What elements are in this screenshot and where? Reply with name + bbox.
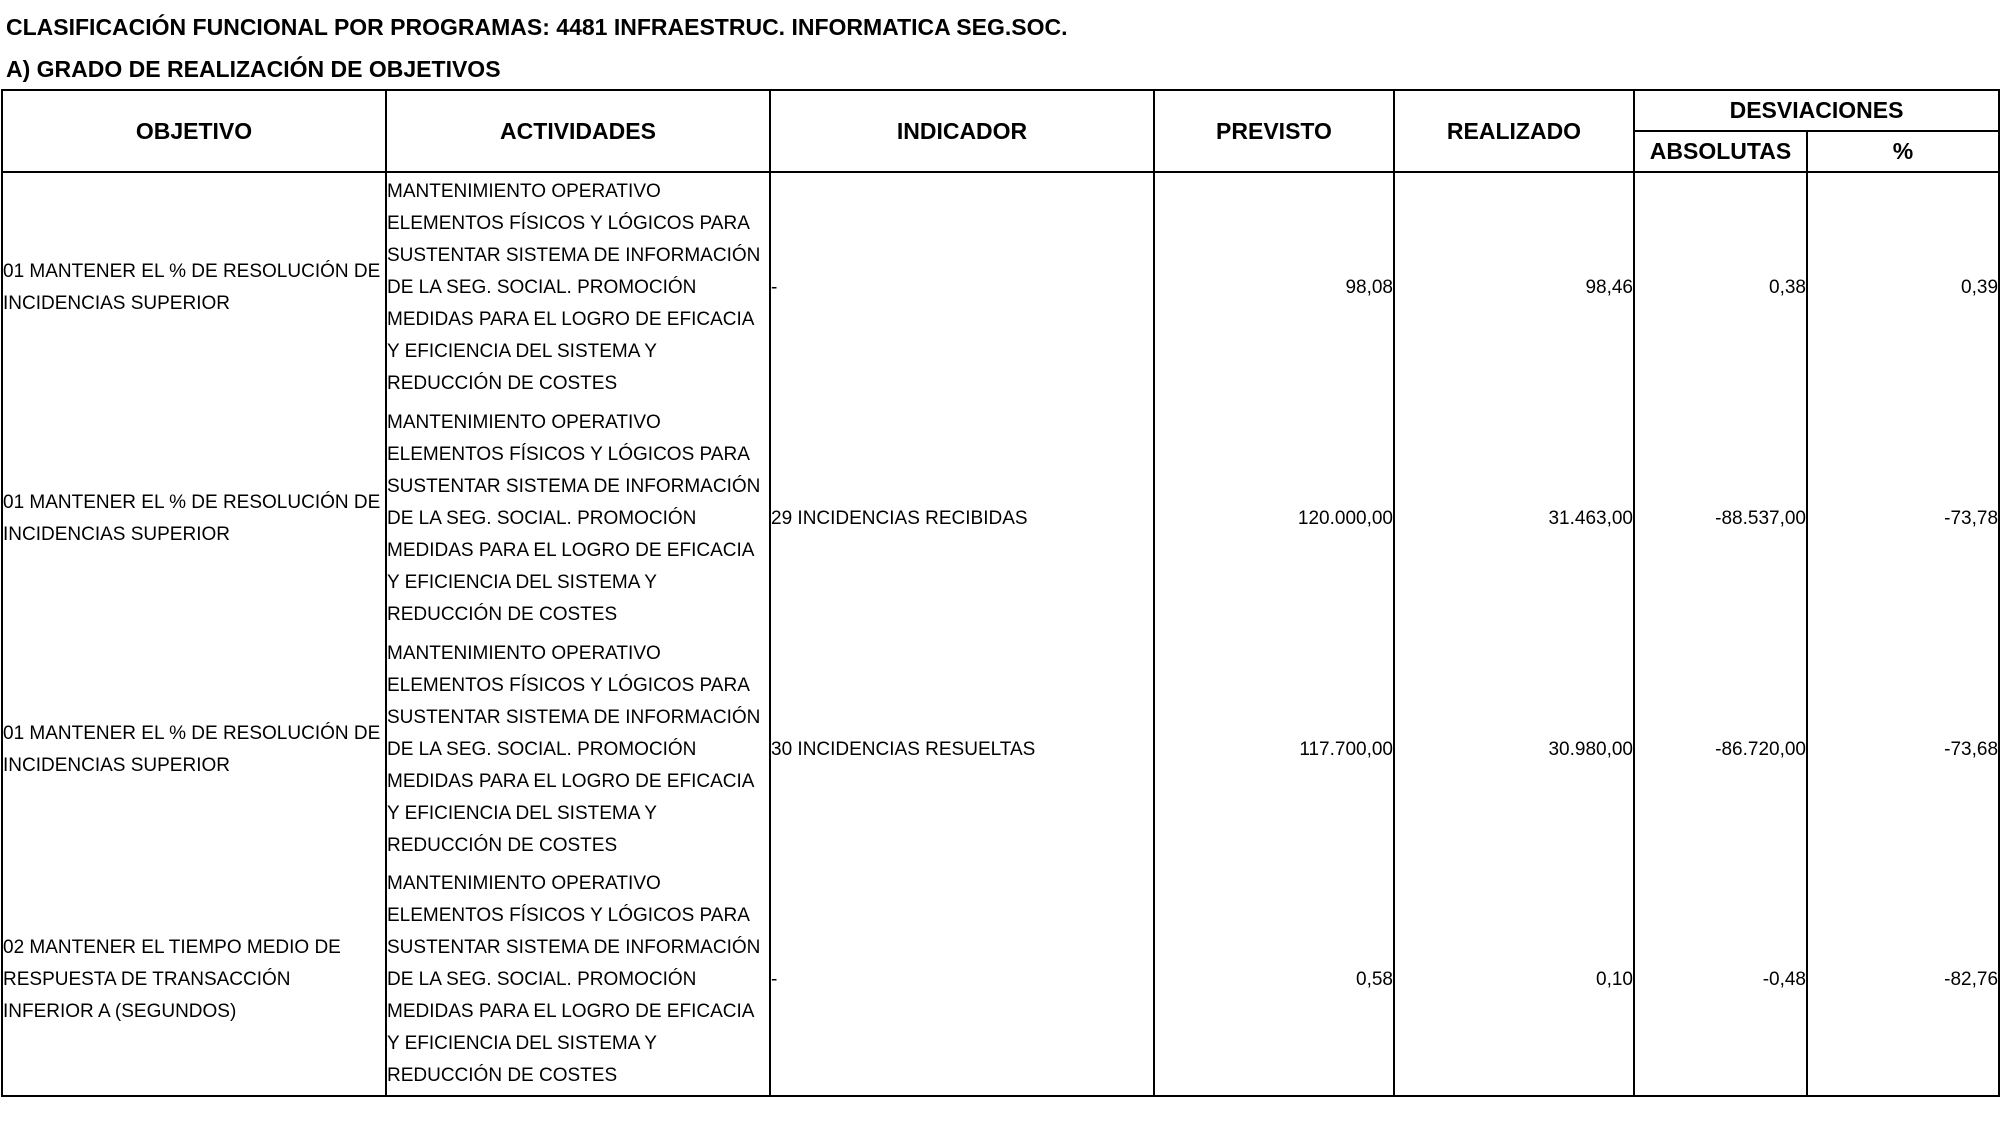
cell-porcentaje: -82,76 — [1807, 865, 1999, 1096]
section-subtitle: A) GRADO DE REALIZACIÓN DE OBJETIVOS — [6, 56, 501, 82]
table-row — [2, 634, 1999, 865]
col-header-objetivo: OBJETIVO — [2, 90, 386, 172]
cell-objetivo: 01 MANTENER EL % DE RESOLUCIÓN DE INCIDENCIAS SUPERIOR — [2, 172, 386, 403]
cell-actividades: MANTENIMIENTO OPERATIVO ELEMENTOS FÍSICOS Y LÓGICOS PARA SUSTENTAR SISTEMA DE INFORMACIÓN DE LA SEG. SOCIAL. PROMOCIÓN MEDIDAS PARA EL LOGRO DE EFICACIA Y EFICIENCIA DEL SISTEMA Y REDUCCIÓN DE COSTES — [386, 172, 770, 403]
col-header-desviaciones: DESVIACIONES — [1634, 90, 1999, 131]
col-header-porcentaje: % — [1807, 131, 1999, 172]
cell-previsto: 117.700,00 — [1154, 634, 1394, 865]
col-header-actividades: ACTIVIDADES — [386, 90, 770, 172]
cell-porcentaje: -73,68 — [1807, 634, 1999, 865]
table-row — [2, 403, 1999, 634]
cell-previsto: 120.000,00 — [1154, 403, 1394, 634]
cell-absolutas: 0,38 — [1634, 172, 1807, 403]
cell-indicador: 30 INCIDENCIAS RESUELTAS — [770, 634, 1154, 865]
cell-objetivo: 01 MANTENER EL % DE RESOLUCIÓN DE INCIDENCIAS SUPERIOR — [2, 634, 386, 865]
cell-indicador: 29 INCIDENCIAS RECIBIDAS — [770, 403, 1154, 634]
cell-realizado: 0,10 — [1394, 865, 1634, 1096]
cell-actividades: MANTENIMIENTO OPERATIVO ELEMENTOS FÍSICOS Y LÓGICOS PARA SUSTENTAR SISTEMA DE INFORMACIÓN DE LA SEG. SOCIAL. PROMOCIÓN MEDIDAS PARA EL LOGRO DE EFICACIA Y EFICIENCIA DEL SISTEMA Y REDUCCIÓN DE COSTES — [386, 403, 770, 634]
cell-actividades: MANTENIMIENTO OPERATIVO ELEMENTOS FÍSICOS Y LÓGICOS PARA SUSTENTAR SISTEMA DE INFORMACIÓN DE LA SEG. SOCIAL. PROMOCIÓN MEDIDAS PARA EL LOGRO DE EFICACIA Y EFICIENCIA DEL SISTEMA Y REDUCCIÓN DE COSTES — [386, 865, 770, 1096]
table-header — [2, 90, 1999, 172]
table-row — [2, 172, 1999, 403]
cell-objetivo: 01 MANTENER EL % DE RESOLUCIÓN DE INCIDENCIAS SUPERIOR — [2, 403, 386, 634]
page-title: CLASIFICACIÓN FUNCIONAL POR PROGRAMAS: 4481 INFRAESTRUC. INFORMATICA SEG.SOC. — [6, 14, 1068, 40]
cell-previsto: 98,08 — [1154, 172, 1394, 403]
cell-actividades: MANTENIMIENTO OPERATIVO ELEMENTOS FÍSICOS Y LÓGICOS PARA SUSTENTAR SISTEMA DE INFORMACIÓN DE LA SEG. SOCIAL. PROMOCIÓN MEDIDAS PARA EL LOGRO DE EFICACIA Y EFICIENCIA DEL SISTEMA Y REDUCCIÓN DE COSTES — [386, 634, 770, 865]
cell-realizado: 30.980,00 — [1394, 634, 1634, 865]
col-header-previsto: PREVISTO — [1154, 90, 1394, 172]
cell-absolutas: -0,48 — [1634, 865, 1807, 1096]
col-header-indicador: INDICADOR — [770, 90, 1154, 172]
objectives-table — [1, 89, 2000, 1097]
cell-absolutas: -88.537,00 — [1634, 403, 1807, 634]
cell-indicador: - — [770, 172, 1154, 403]
table-body — [2, 172, 1999, 1096]
cell-porcentaje: -73,78 — [1807, 403, 1999, 634]
cell-objetivo: 02 MANTENER EL TIEMPO MEDIO DE RESPUESTA DE TRANSACCIÓN INFERIOR A (SEGUNDOS) — [2, 865, 386, 1096]
cell-previsto: 0,58 — [1154, 865, 1394, 1096]
cell-indicador: - — [770, 865, 1154, 1096]
cell-realizado: 31.463,00 — [1394, 403, 1634, 634]
cell-absolutas: -86.720,00 — [1634, 634, 1807, 865]
cell-porcentaje: 0,39 — [1807, 172, 1999, 403]
col-header-absolutas: ABSOLUTAS — [1634, 131, 1807, 172]
table-row — [2, 865, 1999, 1096]
cell-realizado: 98,46 — [1394, 172, 1634, 403]
col-header-realizado: REALIZADO — [1394, 90, 1634, 172]
